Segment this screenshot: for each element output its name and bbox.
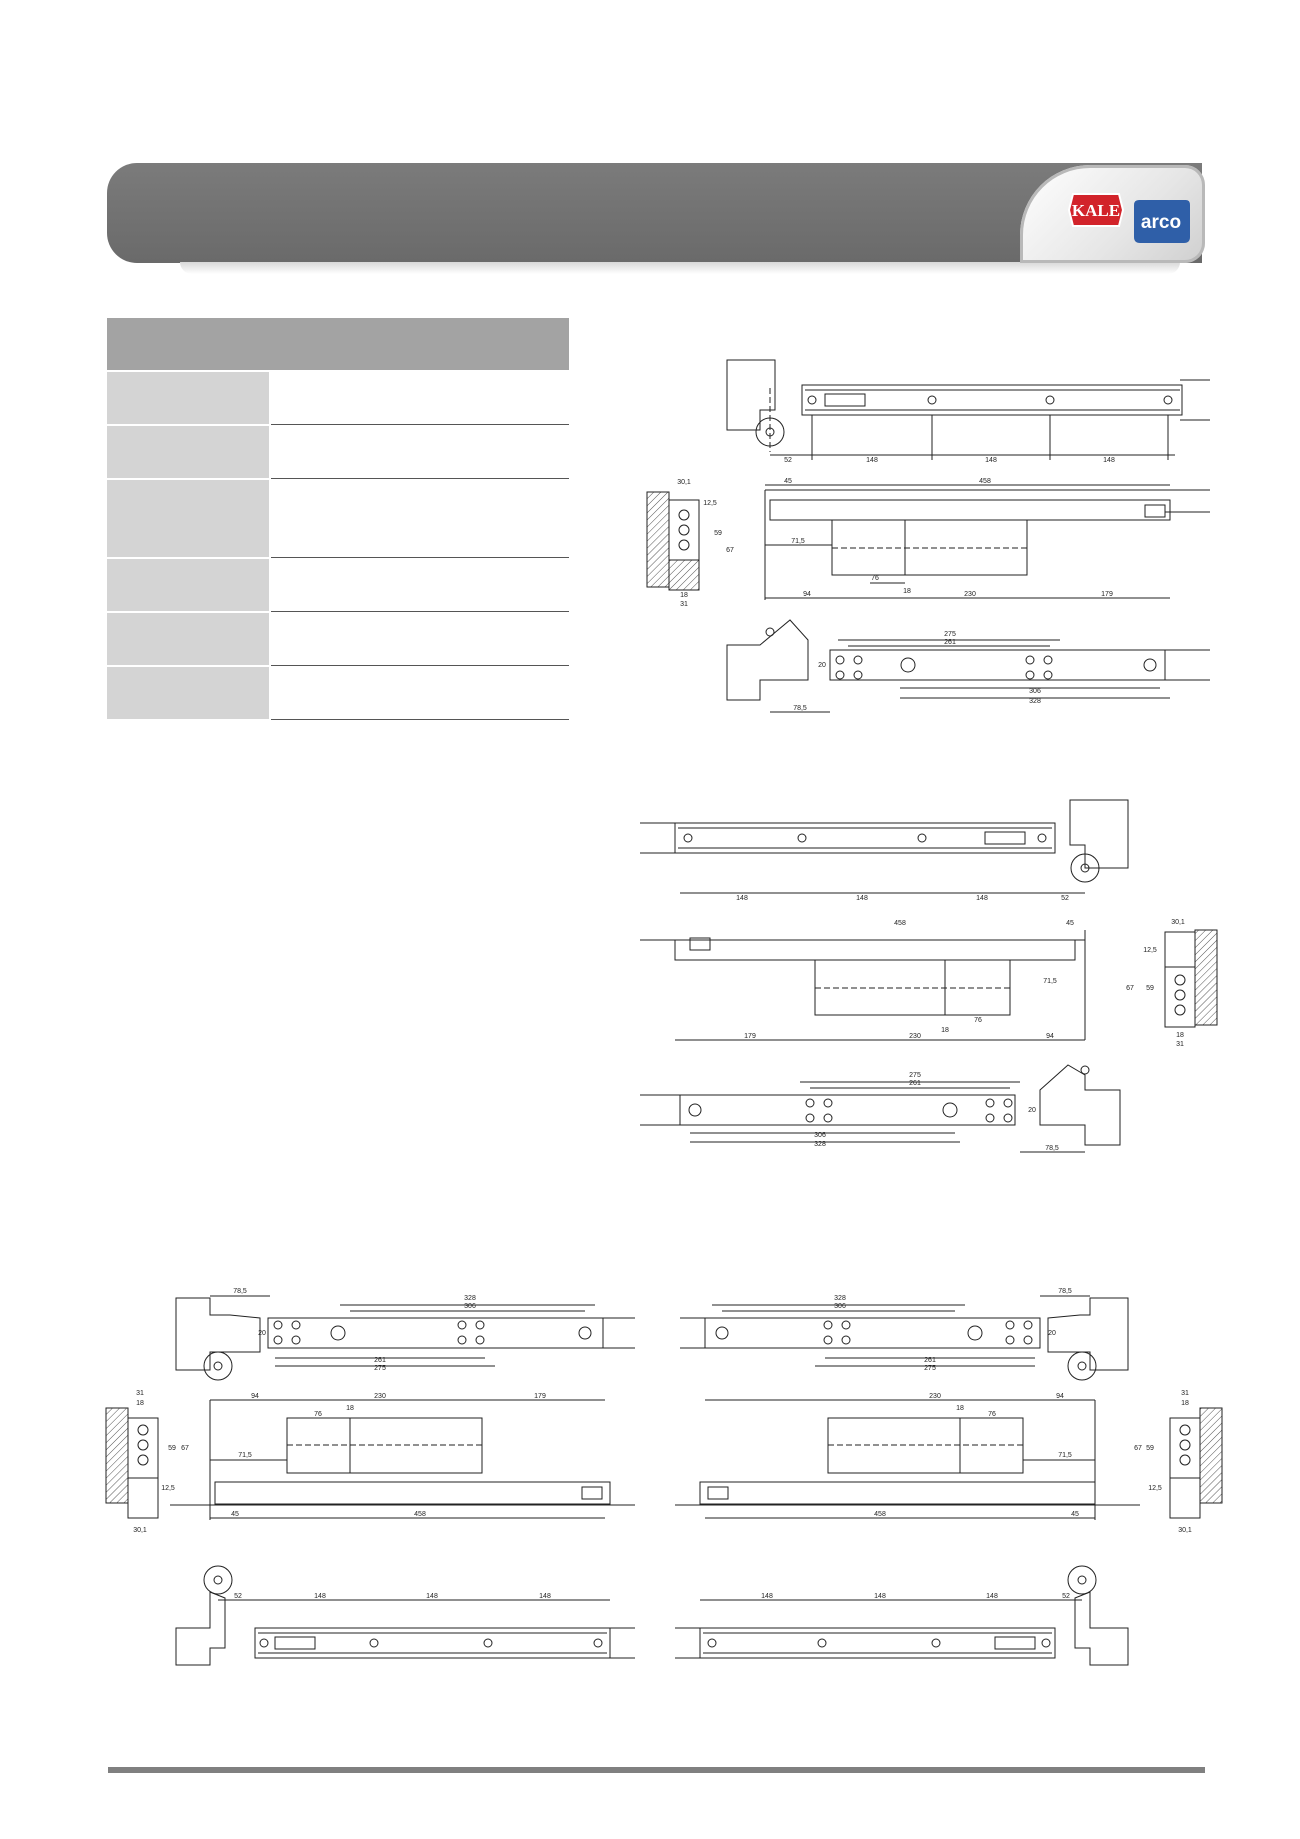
dim-br-v2-11: 12,5 — [1148, 1485, 1162, 1492]
dim-br-v2-0: 230 — [929, 1393, 941, 1400]
dim-bl-v1-0: 78,5 — [233, 1288, 247, 1295]
dim-mr-v2-7: 18 — [941, 1027, 949, 1034]
dim-bl-v3-3: 148 — [539, 1593, 551, 1600]
dim-bl-v2-6: 45 — [231, 1511, 239, 1518]
dim-br-v1-0: 328 — [834, 1295, 846, 1302]
dim-tr-v3-3: 328 — [1029, 698, 1041, 705]
dim-tr-v2-12: 18 — [680, 592, 688, 599]
dim-mr-v2-2: 71,5 — [1043, 978, 1057, 985]
dim-tr-v2-10: 59 — [714, 530, 722, 537]
dim-tr-v2-4: 230 — [964, 591, 976, 598]
dim-br-v2-5: 458 — [874, 1511, 886, 1518]
dim-bl-v3-1: 148 — [314, 1593, 326, 1600]
dim-mr-v2-6: 76 — [974, 1017, 982, 1024]
dim-mr-v1-1: 148 — [856, 895, 868, 902]
drawing-bottom-right — [675, 1288, 1222, 1665]
dim-bl-v2-10: 59 — [168, 1445, 176, 1452]
dim-mr-v2-11: 67 — [1126, 985, 1134, 992]
dim-tr-v2-6: 76 — [871, 575, 879, 582]
drawing-top-right — [647, 360, 1210, 712]
dim-mr-v3-1: 261 — [909, 1080, 921, 1087]
top-right-view-3 — [727, 620, 1210, 712]
dim-br-v2-9: 59 — [1146, 1445, 1154, 1452]
dim-br-v1-4: 275 — [924, 1365, 936, 1372]
svg-text:KALE: KALE — [1071, 201, 1121, 220]
dim-br-v2-8: 18 — [1181, 1400, 1189, 1407]
footer-rule — [108, 1767, 1205, 1773]
dim-br-v1-3: 261 — [924, 1357, 936, 1364]
dim-tr-v2-0: 45 — [784, 478, 792, 485]
dim-br-v2-7: 31 — [1181, 1390, 1189, 1397]
dim-mr-v3-4: 78,5 — [1045, 1145, 1059, 1152]
dim-bl-v2-4: 18 — [346, 1405, 354, 1412]
dim-tr-v2-1: 458 — [979, 478, 991, 485]
dim-tr-v1-1: 148 — [866, 457, 878, 464]
dim-mr-v2-4: 230 — [909, 1033, 921, 1040]
dim-tr-v2-13: 31 — [680, 601, 688, 608]
dim-bl-v3-0: 52 — [234, 1593, 242, 1600]
dim-mr-v2-13: 31 — [1176, 1041, 1184, 1048]
dim-mr-v2-12: 18 — [1176, 1032, 1184, 1039]
dim-tr-v3-1: 261 — [944, 639, 956, 646]
bottom-right-view-3 — [675, 1566, 1128, 1665]
dim-tr-v3-0: 275 — [944, 631, 956, 638]
dim-br-v3-1: 148 — [874, 1593, 886, 1600]
middle-right-view-3 — [640, 1065, 1120, 1152]
dim-bl-v1-4: 275 — [374, 1365, 386, 1372]
dim-tr-v2-11: 67 — [726, 547, 734, 554]
dim-br-v3-0: 148 — [761, 1593, 773, 1600]
dim-br-v2-12: 30,1 — [1178, 1527, 1192, 1534]
dim-tr-v1-0: 52 — [784, 457, 792, 464]
top-right-view-1 — [727, 360, 1210, 460]
dim-tr-v3-2: 306 — [1029, 688, 1041, 695]
dim-tr-v3-4: 78,5 — [793, 705, 807, 712]
drawing-bottom-left — [106, 1288, 635, 1665]
dim-mr-v2-9: 12,5 — [1143, 947, 1157, 954]
svg-text:arco: arco — [1140, 212, 1182, 233]
dim-bl-v2-11: 67 — [181, 1445, 189, 1452]
dim-br-v2-3: 76 — [988, 1411, 996, 1418]
top-right-view-2 — [647, 485, 1210, 600]
dim-bl-v2-7: 458 — [414, 1511, 426, 1518]
dim-mr-v2-8: 30,1 — [1171, 919, 1185, 926]
dim-mr-v2-0: 458 — [894, 920, 906, 927]
dim-br-v2-2: 18 — [956, 1405, 964, 1412]
bottom-left-view-2 — [106, 1400, 635, 1520]
bottom-left-view-3 — [176, 1566, 635, 1665]
dim-tr-v2-3: 94 — [803, 591, 811, 598]
dim-tr-v2-7: 18 — [903, 588, 911, 595]
dim-mr-v3-5: 20 — [1028, 1107, 1036, 1114]
dim-mr-v1-3: 52 — [1061, 895, 1069, 902]
dim-tr-v1-3: 148 — [1103, 457, 1115, 464]
dim-bl-v1-3: 261 — [374, 1357, 386, 1364]
dim-mr-v3-0: 275 — [909, 1072, 921, 1079]
dim-tr-v1-2: 148 — [985, 457, 997, 464]
dim-mr-v2-5: 94 — [1046, 1033, 1054, 1040]
dim-mr-v3-3: 328 — [814, 1141, 826, 1148]
dim-bl-v2-1: 230 — [374, 1393, 386, 1400]
dim-bl-v2-9: 18 — [136, 1400, 144, 1407]
dim-br-v1-1: 306 — [834, 1303, 846, 1310]
dim-mr-v2-1: 45 — [1066, 920, 1074, 927]
dim-tr-v2-9: 12,5 — [703, 500, 717, 507]
dim-tr-v2-2: 71,5 — [791, 538, 805, 545]
dim-bl-v3-2: 148 — [426, 1593, 438, 1600]
dim-bl-v2-12: 12,5 — [161, 1485, 175, 1492]
dim-mr-v2-10: 59 — [1146, 985, 1154, 992]
dim-br-v2-4: 71,5 — [1058, 1452, 1072, 1459]
dim-bl-v2-8: 31 — [136, 1390, 144, 1397]
dim-br-v1-2: 78,5 — [1058, 1288, 1072, 1295]
bottom-left-view-1 — [176, 1296, 635, 1380]
dim-tr-v2-5: 179 — [1101, 591, 1113, 598]
dim-mr-v1-2: 148 — [976, 895, 988, 902]
bottom-right-view-1 — [680, 1296, 1128, 1380]
drawing-middle-right — [640, 800, 1217, 1152]
dim-bl-v2-3: 76 — [314, 1411, 322, 1418]
dim-bl-v1-1: 328 — [464, 1295, 476, 1302]
dim-br-v2-1: 94 — [1056, 1393, 1064, 1400]
dim-tr-v3-5: 20 — [818, 662, 826, 669]
dim-br-v3-2: 148 — [986, 1593, 998, 1600]
dim-mr-v1-0: 148 — [736, 895, 748, 902]
dim-bl-v1-5: 20 — [258, 1330, 266, 1337]
dim-mr-v3-2: 306 — [814, 1132, 826, 1139]
dim-mr-v2-3: 179 — [744, 1033, 756, 1040]
dim-bl-v2-13: 30,1 — [133, 1527, 147, 1534]
middle-right-view-1 — [640, 800, 1128, 893]
dim-tr-v2-8: 30,1 — [677, 479, 691, 486]
dim-bl-v2-2: 179 — [534, 1393, 546, 1400]
dim-bl-v2-5: 71,5 — [238, 1452, 252, 1459]
dim-br-v2-10: 67 — [1134, 1445, 1142, 1452]
dim-br-v2-6: 45 — [1071, 1511, 1079, 1518]
bottom-right-view-2 — [675, 1400, 1222, 1520]
dim-bl-v1-2: 306 — [464, 1303, 476, 1310]
dim-bl-v2-0: 94 — [251, 1393, 259, 1400]
dim-br-v3-3: 52 — [1062, 1593, 1070, 1600]
dim-br-v1-5: 20 — [1048, 1330, 1056, 1337]
